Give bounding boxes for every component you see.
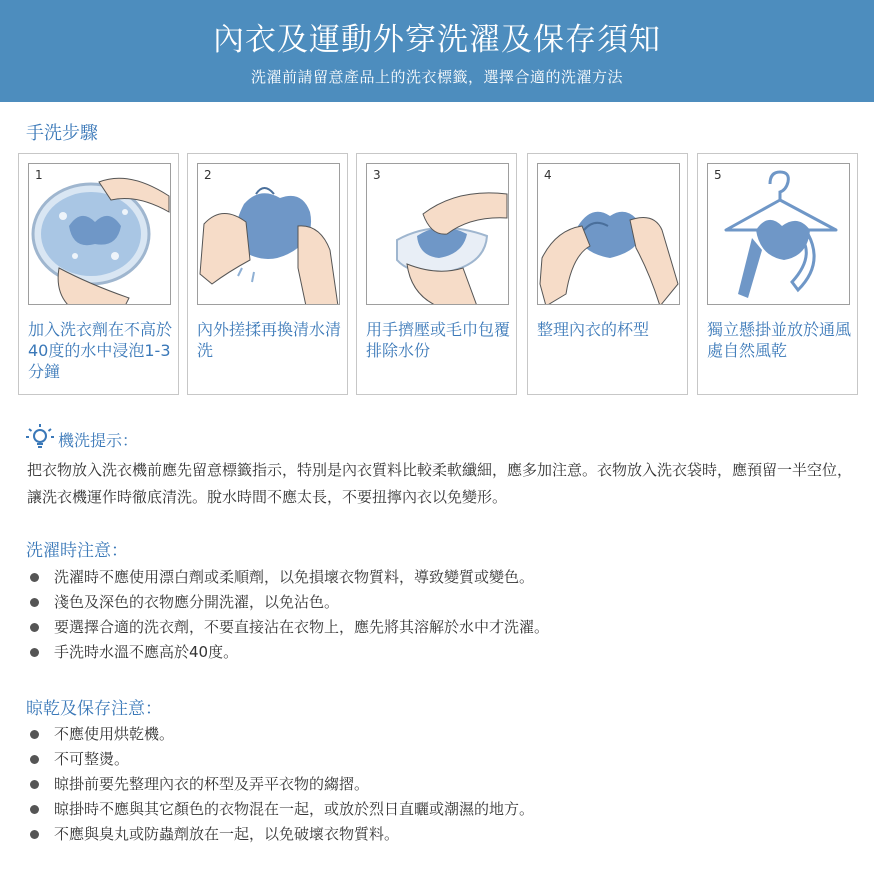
list-item — [28, 722, 848, 747]
hand-wash-title: 手洗步驟 — [26, 123, 98, 144]
step-number: 4 — [544, 168, 552, 182]
machine-tip-text: 把衣物放入洗衣機前應先留意標籤指示，特別是內衣質料比較柔軟纖細，應多加注意。衣物放入洗衣袋時，應預留一半空位，讓洗衣機運作時徹底清洗。脫水時間不應太長，不要扭擰內衣以免變形。 — [27, 461, 853, 506]
list-item-text: 不可整燙。 — [54, 750, 130, 768]
washing-notes-list — [28, 565, 848, 665]
list-item — [28, 822, 848, 847]
drying-notes-list — [28, 722, 848, 847]
list-item-text: 不應與臭丸或防蟲劑放在一起，以免破壞衣物質料。 — [54, 825, 400, 843]
step-caption: 內外搓揉再換清水清洗 — [197, 320, 342, 360]
list-item-text: 晾掛時不應與其它顏色的衣物混在一起，或放於烈日直曬或潮濕的地方。 — [54, 800, 535, 818]
list-item — [28, 565, 848, 590]
step-1-illustration — [28, 163, 171, 305]
list-item — [28, 640, 848, 665]
hand-wash-steps — [18, 153, 858, 395]
list-item-text: 不應使用烘乾機。 — [54, 725, 175, 743]
step-caption: 獨立懸掛並放於通風處自然風乾 — [707, 320, 852, 360]
shape-cup-icon — [538, 164, 680, 305]
list-item — [28, 590, 848, 615]
list-item — [28, 797, 848, 822]
step-4-illustration — [537, 163, 680, 305]
page-title: 內衣及運動外穿洗濯及保存須知 — [213, 22, 661, 58]
step-caption: 用手擠壓或毛巾包覆排除水份 — [366, 320, 511, 360]
step-card-5 — [697, 153, 858, 395]
machine-tip-title: 機洗提示： — [58, 431, 139, 450]
drying-notes-title: 晾乾及保存注意： — [26, 699, 162, 719]
washing-notes-title: 洗濯時注意： — [26, 541, 128, 561]
list-item — [28, 615, 848, 640]
step-2-illustration — [197, 163, 340, 305]
list-item — [28, 747, 848, 772]
step-card-1 — [18, 153, 179, 395]
step-number: 3 — [373, 168, 381, 182]
step-number: 2 — [204, 168, 212, 182]
list-item-text: 洗濯時不應使用漂白劑或柔順劑，以免損壞衣物質料，導致變質或變色。 — [54, 568, 535, 586]
list-item — [28, 772, 848, 797]
lightbulb-icon — [26, 424, 54, 454]
step-number: 1 — [35, 168, 43, 182]
step-caption: 整理內衣的杯型 — [537, 320, 650, 339]
step-card-2 — [187, 153, 348, 395]
list-item-text: 淺色及深色的衣物應分開洗濯，以免沾色。 — [54, 593, 340, 611]
hanger-dry-icon — [708, 164, 850, 305]
step-5-illustration — [707, 163, 850, 305]
step-3-illustration — [366, 163, 509, 305]
basin-soak-icon — [29, 164, 171, 305]
list-item-text: 要選擇合適的洗衣劑，不要直接沾在衣物上，應先將其溶解於水中才洗濯。 — [54, 618, 550, 636]
step-card-3 — [356, 153, 517, 395]
step-card-4 — [527, 153, 688, 395]
page-header — [0, 0, 874, 102]
step-caption: 加入洗衣劑在不高於40度的水中浸泡1-3分鐘 — [28, 320, 173, 381]
list-item-text: 手洗時水溫不應高於40度。 — [54, 643, 239, 661]
hands-rubbing-icon — [198, 164, 340, 305]
page-subtitle: 洗濯前請留意產品上的洗衣標籤，選擇合適的洗濯方法 — [250, 68, 623, 86]
list-item-text: 晾掛前要先整理內衣的杯型及弄平衣物的縐摺。 — [54, 775, 370, 793]
step-number: 5 — [714, 168, 722, 182]
towel-press-icon — [367, 164, 509, 305]
